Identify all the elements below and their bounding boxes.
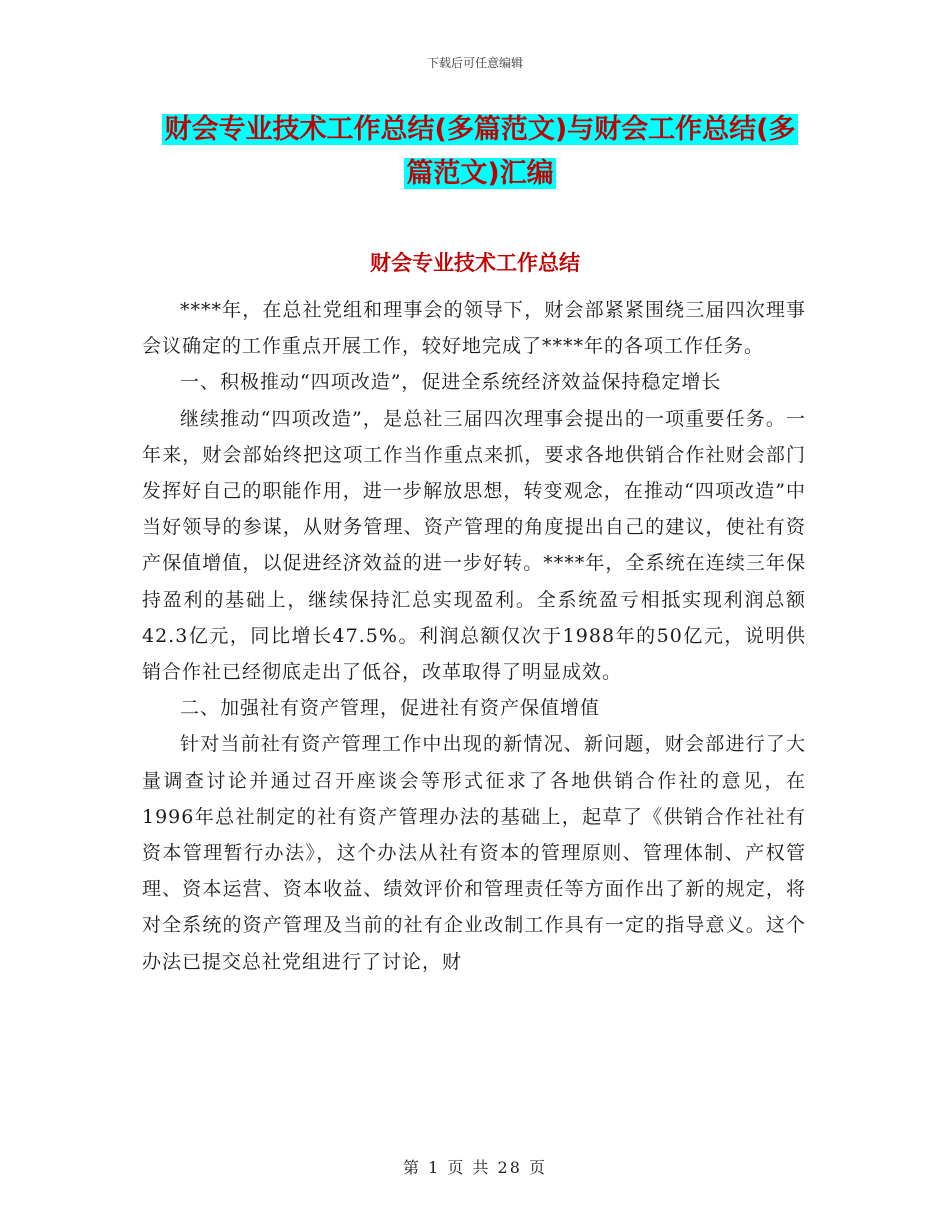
page-number-footer: 第 1 页 共 28 页 <box>403 1158 547 1177</box>
heading-two: 二、加强社有资产管理，促进社有资产保值增值 <box>180 697 601 720</box>
document-title <box>140 108 820 196</box>
document-title-line-1: 财会专业技术工作总结(多篇范文)与财会工作总结(多 <box>164 114 796 145</box>
section-title: 财会专业技术工作总结 <box>370 251 580 275</box>
paragraph-intro: ****年，在总社党组和理事会的领导下，财会部紧紧围绕三届四次理事会议确定的工作重点开展工作，较好地完成了****年的各项工作任务。 <box>142 299 806 358</box>
page-header-note: 下载后可任意编辑 <box>426 56 523 70</box>
heading-one: 一、积极推动“四项改造”，促进全系统经济效益保持稳定增长 <box>180 371 722 394</box>
document-title-line-2: 篇范文)汇编 <box>406 158 554 189</box>
document-body <box>142 292 806 980</box>
paragraph-four-reforms: 继续推动“四项改造”，是总社三届四次理事会提出的一项重要任务。一年来，财会部始终把这项工作当作重点来抓，要求各地供销合作社财会部门发挥好自己的职能作用，进一步解放思想，转变观念，在推动“四项改造”中当好领导的参谋，从财务管理、资产管理的角度提出自己的建议，使社有资产保值增值，以促进经济效益的进一步好转。****年，全系统在连续三年保持盈利的基础上，继续保持汇总实现盈利。全系统盈亏相抵实现利润总额42.3亿元，同比增长47.5%。利润总额仅次于1988年的50亿元，说明供销合作社已经彻底走出了低谷，改革取得了明显成效。 <box>142 407 806 684</box>
paragraph-asset-management: 针对当前社有资产管理工作中出现的新情况、新问题，财会部进行了大量调查讨论并通过召开座谈会等形式征求了各地供销合作社的意见，在1996年总社制定的社有资产管理办法的基础上，起草了《供销合作社社有资本管理暂行办法》，这个办法从社有资本的管理原则、管理体制、产权管理、资本运营、资本收益、绩效评价和管理责任等方面作出了新的规定，将对全系统的资产管理及当前的社有企业改制工作具有一定的指导意义。这个办法已提交总社党组进行了讨论，财 <box>142 733 806 973</box>
